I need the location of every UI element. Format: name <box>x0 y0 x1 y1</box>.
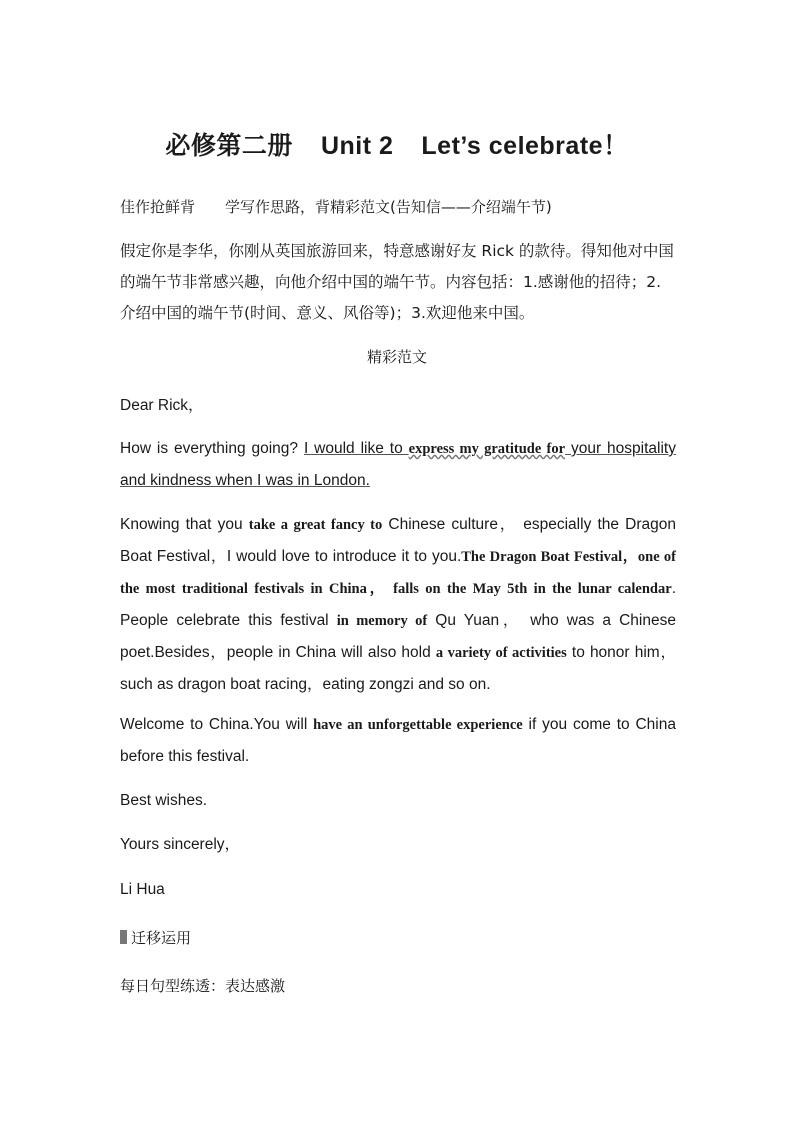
letter-paragraph-1 <box>120 433 676 496</box>
p2-text-1: Knowing that you <box>120 516 249 533</box>
p1-text-1: How is everything going? <box>120 440 304 457</box>
p2-text-4: Qu Yuan， who was a Chinese poet.Besides，people in China will also hold <box>120 612 676 661</box>
p2-key-phrase-3: in memory of <box>336 613 428 629</box>
intro-line <box>120 196 676 217</box>
p2-key-phrase-1: take a great fancy to <box>248 517 383 533</box>
letter-closing: Yours sincerely， <box>120 836 241 853</box>
p2-text-2: Chinese culture， especially the Dragon Boat Festival，I would love to introduce it to you. <box>120 516 676 565</box>
p1-underlined-1: I would like to <box>303 440 409 457</box>
p3-text-2: if you come to China before this festival. <box>120 716 676 765</box>
unit-number: Unit 2 <box>320 132 394 160</box>
letter-greeting: Dear Rick， <box>120 397 204 414</box>
page-title <box>0 126 794 162</box>
letter-paragraph-2 <box>120 509 676 700</box>
letter-signature: Li Hua <box>120 881 165 898</box>
p3-key-phrase-1: have an unforgettable experience <box>313 717 523 733</box>
letter-paragraph-3 <box>120 709 676 772</box>
writing-task: 假定你是李华，你刚从英国旅游回来，特意感谢好友 Rick 的款待。得知他对中国的端午节非常感兴趣，向他介绍中国的端午节。内容包括：1.感谢他的招待；2.介绍中国的端午节(时间、意义、风俗等)；3.欢迎他来中国。 <box>120 242 674 322</box>
p2-key-phrase-4: a variety of activities <box>435 645 567 661</box>
sample-heading: 精彩范文 <box>366 348 427 366</box>
section-label: 迁移运用 <box>131 929 192 947</box>
p3-text-1: Welcome to China.You will <box>120 716 314 733</box>
unit-name: Let’s celebrate！ <box>421 132 629 160</box>
daily-practice-heading: 每日句型练透：表达感激 <box>120 977 286 995</box>
p1-key-phrase-1: express my gratitude for <box>408 441 566 457</box>
p2-key-phrase-2: The Dragon Boat Festival，one of the most traditional festivals in China， falls on the May 5th in the lunar calendar <box>120 549 676 597</box>
section-heading <box>120 927 191 948</box>
section-marker-icon <box>120 930 127 944</box>
p2-text-3: . People celebrate this festival <box>120 580 676 629</box>
intro-description: 学写作思路，背精彩范文(告知信——介绍端午节) <box>225 198 552 216</box>
p1-underlined-2: your hospitality and kindness when I was in London. <box>120 440 676 489</box>
book-name: 必修第二册 <box>165 131 293 160</box>
letter-wishes: Best wishes. <box>120 792 208 809</box>
intro-label: 佳作抢鲜背 <box>120 198 196 216</box>
p2-text-5: to honor him，such as dragon boat racing，eating zongzi and so on. <box>120 644 676 693</box>
